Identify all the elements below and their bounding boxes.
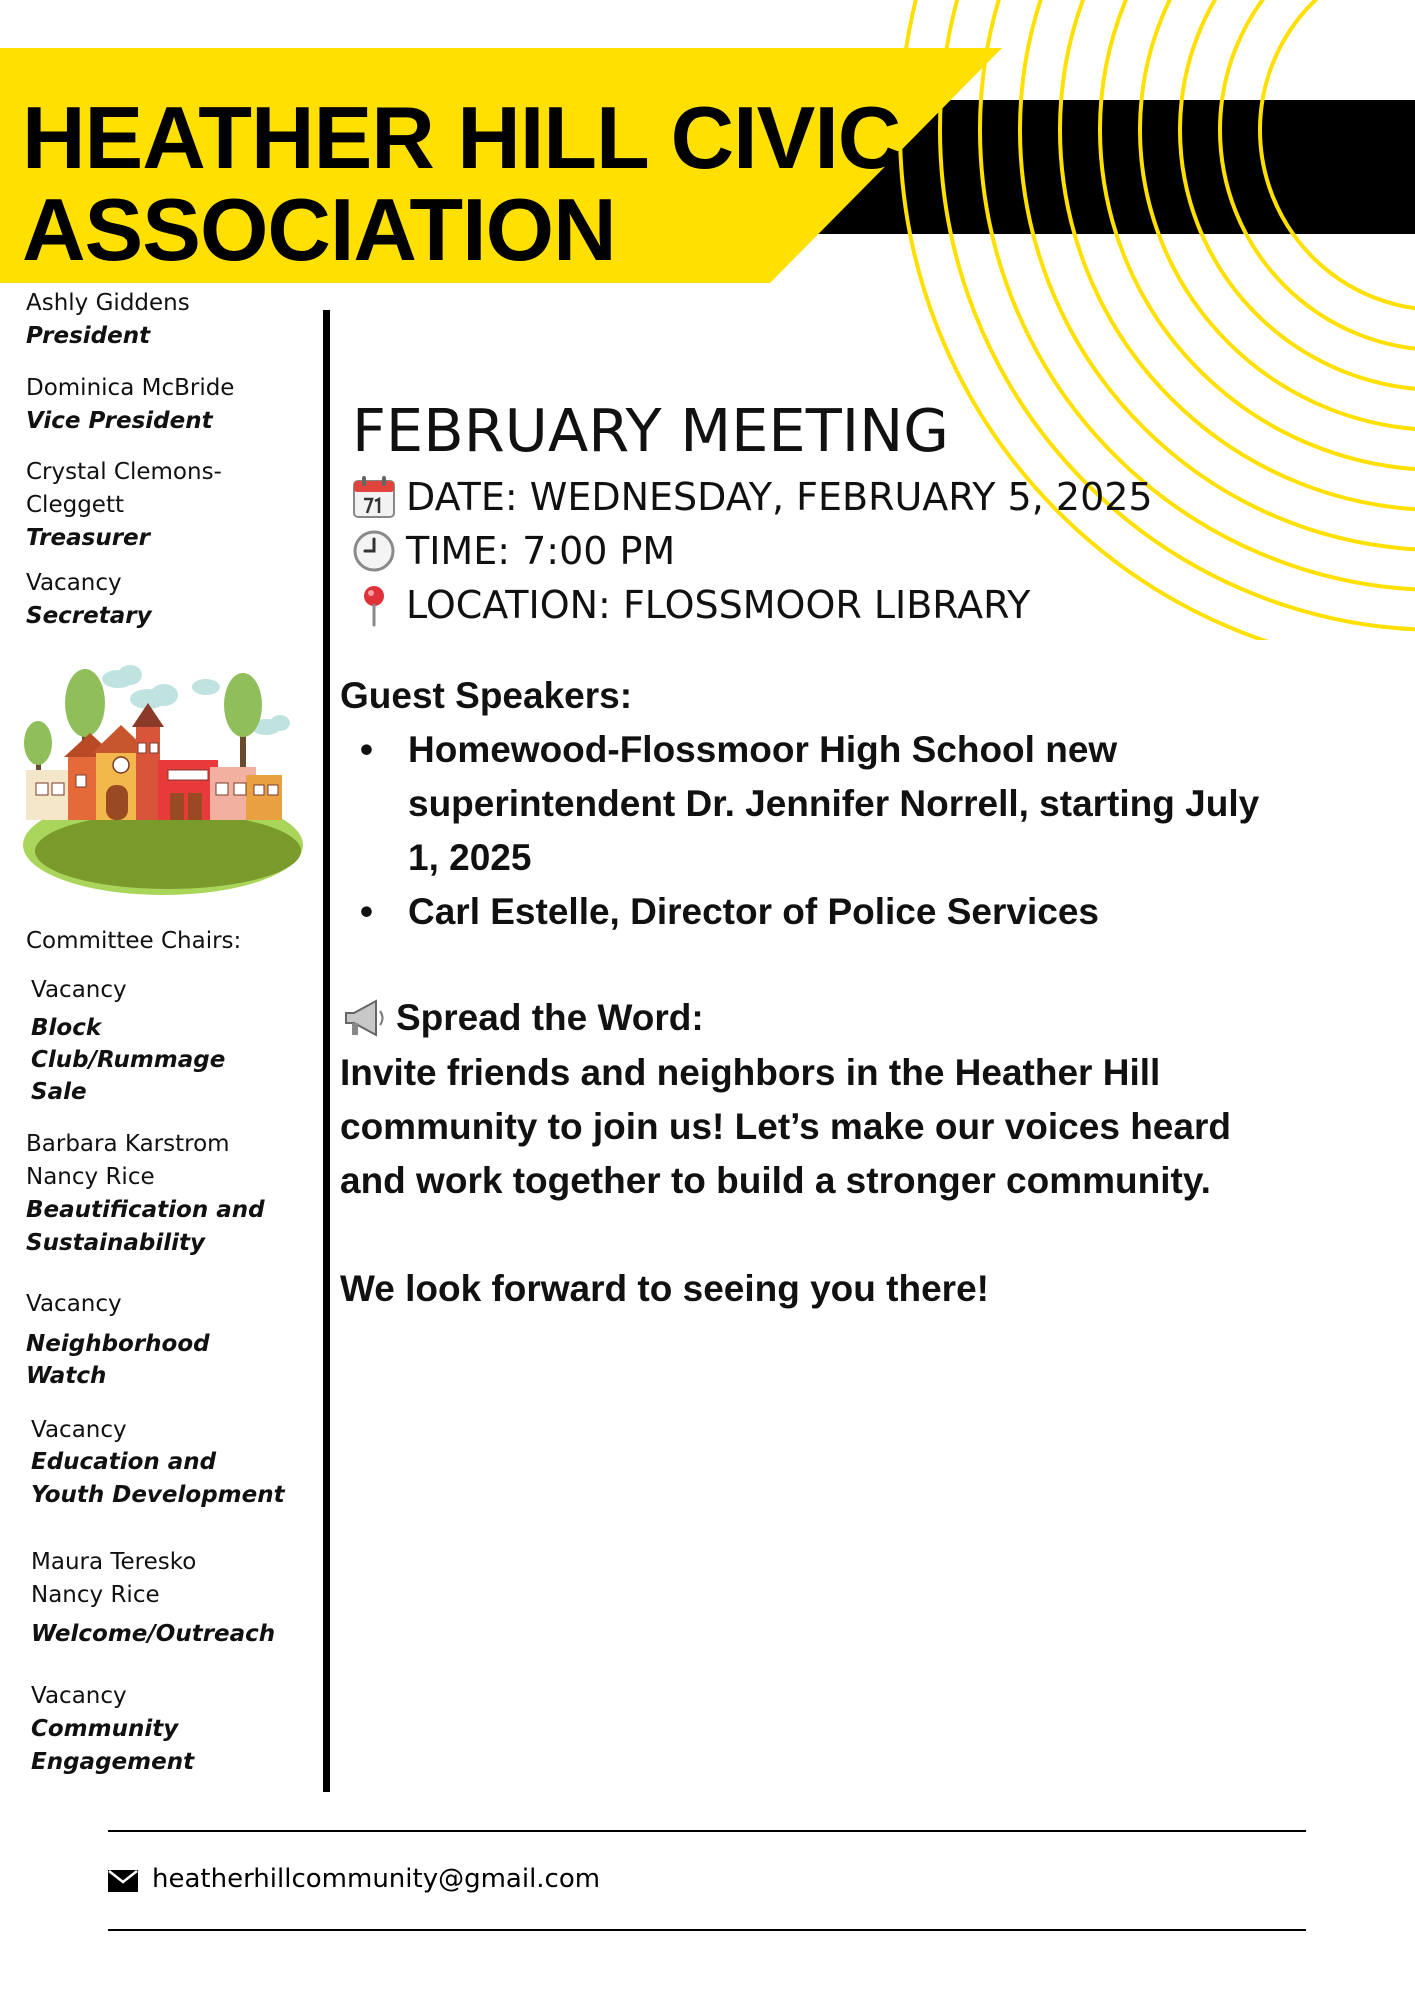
committee-role: Sustainability [26, 1230, 206, 1256]
committee-chair-name: Vacancy [31, 1417, 127, 1443]
officer-name: Vacancy [26, 570, 122, 596]
officer-role: Vice President [26, 408, 213, 434]
organization-title: HEATHER HILL CIVIC ASSOCIATION [22, 88, 901, 279]
committee-chair-name: Vacancy [26, 1291, 122, 1317]
officer-role: Treasurer [26, 525, 150, 551]
mail-icon [108, 1870, 138, 1897]
speaker-list-item: • Homewood-Flossmoor High School new superintendent Dr. Jennifer Norrell, starting July 1, 2025 [360, 723, 1260, 885]
officer-name: Crystal Clemons- [26, 459, 222, 485]
calendar-icon [352, 475, 396, 519]
officer-name: Dominica McBride [26, 375, 235, 401]
committee-role: Club/Rummage [31, 1047, 226, 1073]
committee-chair-name: Vacancy [31, 977, 127, 1003]
committee-role: Watch [26, 1363, 107, 1389]
committee-role: Neighborhood [26, 1331, 210, 1357]
meeting-title: FEBRUARY MEETING [352, 396, 950, 465]
committee-chair-name: Maura Teresko [31, 1549, 197, 1575]
committee-role: Welcome/Outreach [31, 1621, 276, 1647]
closing-line: We look forward to seeing you there! [340, 1268, 989, 1309]
committee-role: Sale [31, 1079, 87, 1105]
committee-chair-name: Nancy Rice [26, 1164, 155, 1190]
speakers-heading: Guest Speakers: [340, 675, 633, 716]
officer-name: Cleggett [26, 492, 124, 518]
committee-role: Community [31, 1716, 179, 1742]
committee-role: Block [31, 1015, 102, 1041]
committee-role: Engagement [31, 1749, 195, 1775]
meeting-time [352, 526, 675, 576]
committee-chair-name: Barbara Karstrom [26, 1131, 230, 1157]
meeting-location [352, 580, 1030, 630]
neighborhood-illustration [18, 655, 308, 895]
meeting-location-text: LOCATION: FLOSSMOOR LIBRARY [406, 583, 1031, 627]
bullet-icon: • [360, 729, 373, 770]
spread-heading: Spread the Word: [340, 991, 704, 1045]
megaphone-icon [340, 993, 390, 1043]
spread-body: Invite friends and neighbors in the Heather Hill community to join us! Let’s make our voices heard and work together to build a stronger community. [340, 1052, 1231, 1201]
meeting-date-text: DATE: WEDNESDAY, FEBRUARY 5, 2025 [406, 475, 1153, 519]
committee-heading: Committee Chairs: [26, 928, 242, 954]
meeting-date [352, 472, 1153, 522]
officer-name: Ashly Giddens [26, 290, 190, 316]
committee-chair-name: Nancy Rice [31, 1582, 160, 1608]
committee-role: Education and [31, 1449, 217, 1475]
committee-role: Youth Development [31, 1482, 285, 1508]
meeting-time-text: TIME: 7:00 PM [406, 529, 676, 573]
officer-role: President [26, 323, 151, 349]
footer-rule-bottom [108, 1929, 1306, 1931]
speaker-list-item: • Carl Estelle, Director of Police Services [360, 885, 1260, 939]
officer-role: Secretary [26, 603, 152, 629]
clock-icon [352, 529, 396, 573]
committee-role: Beautification and [26, 1197, 265, 1223]
committee-chair-name: Vacancy [31, 1683, 127, 1709]
vertical-divider [323, 310, 330, 1792]
pin-icon [352, 583, 396, 627]
contact-email[interactable]: heatherhillcommunity@gmail.com [152, 1864, 601, 1894]
footer-rule-top [108, 1830, 1306, 1832]
bullet-icon: • [360, 891, 373, 932]
